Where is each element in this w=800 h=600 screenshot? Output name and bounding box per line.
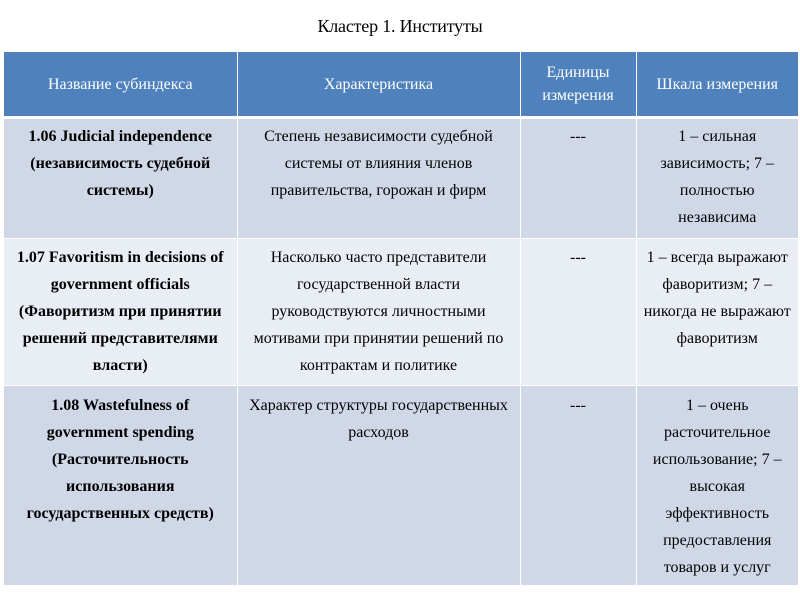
- subindex-table: [4, 52, 798, 586]
- column-header-name: Название субиндекса: [4, 52, 237, 118]
- table-row: [4, 239, 798, 386]
- table-header-row: [4, 52, 798, 118]
- scale-cell: 1 – всегда выражают фаворитизм; 7 – никогда не выражают фаворитизм: [636, 239, 798, 386]
- characteristic-cell: Характер структуры государственных расходов: [237, 386, 520, 586]
- units-cell: ---: [520, 386, 636, 586]
- units-cell: ---: [520, 118, 636, 239]
- characteristic-cell: Насколько часто представители государственной власти руководствуются личностными мотивами при принятии решений по контрактам и политике: [237, 239, 520, 386]
- page-title: Кластер 1. Институты: [317, 16, 483, 36]
- column-header-units: Единицы измерения: [520, 52, 636, 118]
- scale-cell: 1 – сильная зависимость; 7 – полностью независима: [636, 118, 798, 239]
- characteristic-cell: Степень независимости судебной системы от влияния членов правительства, горожан и фирм: [237, 118, 520, 239]
- column-header-characteristic: Характеристика: [237, 52, 520, 118]
- scale-cell: 1 – очень расточительное использование; 7 – высокая эффективность предоставления товаров и услуг: [636, 386, 798, 586]
- column-header-scale: Шкала измерения: [636, 52, 798, 118]
- subindex-name-cell: 1.08 Wastefulness of government spending (Расточительность использования государственных средств): [4, 386, 237, 586]
- subindex-name-cell: 1.07 Favoritism in decisions of government officials (Фаворитизм при принятии решений представителями власти): [4, 239, 237, 386]
- subindex-name-cell: 1.06 Judicial independence (независимость судебной системы): [4, 118, 237, 239]
- table-row: [4, 118, 798, 239]
- units-cell: ---: [520, 239, 636, 386]
- table-row: [4, 386, 798, 586]
